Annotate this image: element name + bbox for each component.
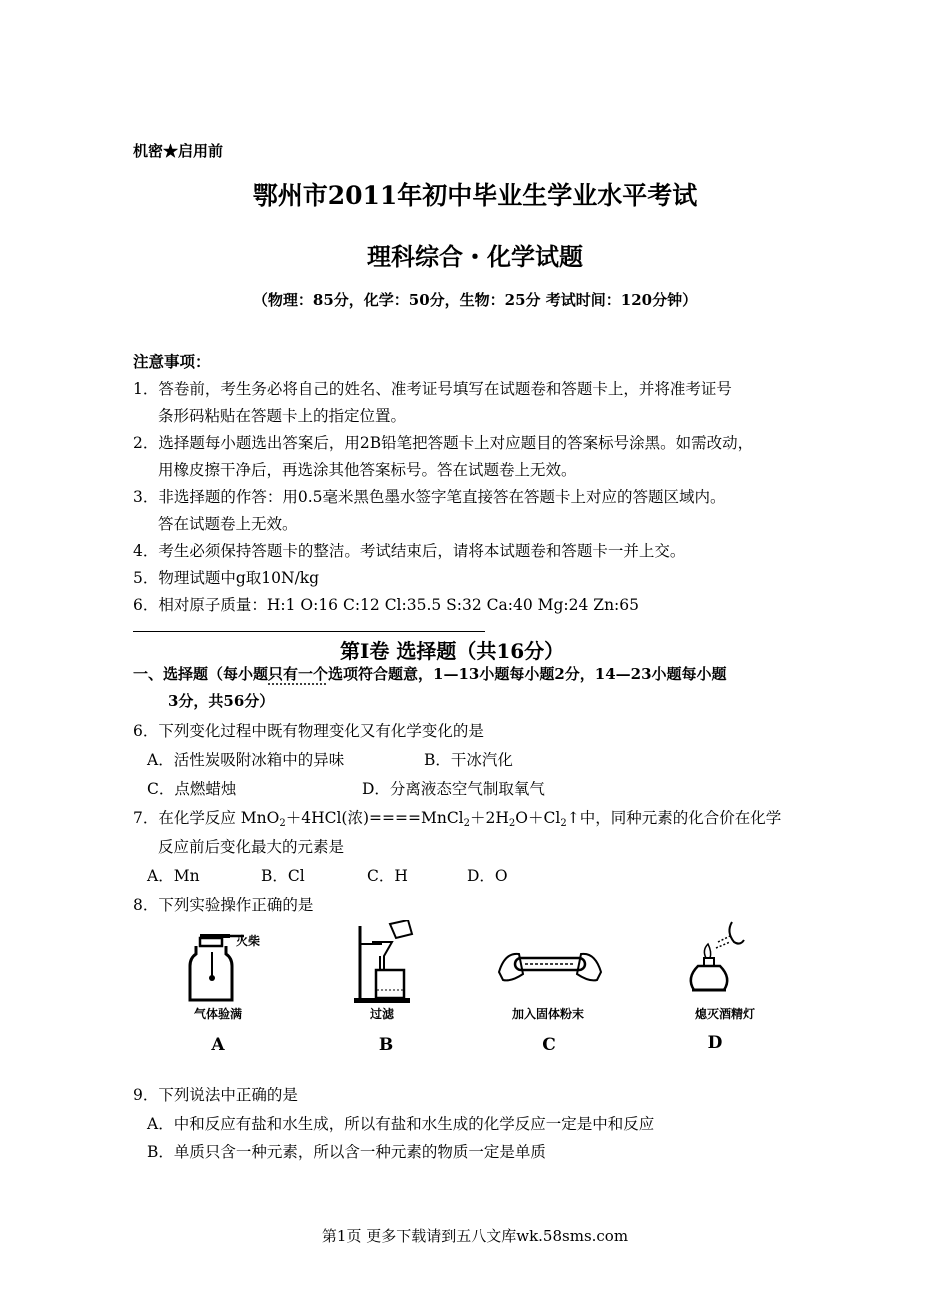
figure-letter: C: [542, 1035, 556, 1055]
figure-letter: B: [378, 1035, 394, 1055]
option-b: B．单质只含一种元素，所以含一种元素的物质一定是单质: [147, 1143, 546, 1161]
note-line: 6．相对原子质量：H:1 O:16 C:12 Cl:35.5 S:32 Ca:40 Mg:24 Zn:65: [133, 596, 640, 614]
option-d: D．分离液态空气制取氧气: [362, 780, 545, 798]
option-a: A．活性炭吸附冰箱中的异味: [147, 751, 345, 769]
exam-title: 鄂州市2011年初中毕业生学业水平考试: [252, 181, 698, 210]
note-line: 1．答卷前，考生务必将自己的姓名、准考证号填写在试题卷和答题卡上，并将准考证号: [133, 380, 732, 398]
question-stem: 9．下列说法中正确的是: [133, 1086, 298, 1104]
section-title: 第Ⅰ卷 选择题（共16分）: [340, 639, 565, 663]
option-d: D．O: [467, 867, 508, 885]
match-label: 火柴: [236, 934, 261, 948]
option-c: C．点燃蜡烛: [147, 780, 237, 798]
figure-caption: 加入固体粉末: [511, 1007, 584, 1021]
question-stem: 7．在化学反应 MnO$_2$＋4HCl(浓)$====MnCl_2+2H_2O+Cl_2↑$中，同种元素的化合价在化学: [133, 809, 782, 829]
note-line: 2．选择题每小题选出答案后，用2B铅笔把答题卡上对应题目的答案标号涂黑。如需改动，: [133, 434, 754, 452]
note-line: 3．非选择题的作答：用0.5毫米黑色墨水签字笔直接答在答题卡上对应的答题区域内。: [133, 488, 726, 506]
page-footer: 第1页 更多下载请到五八文库wk.58sms.com: [321, 1227, 629, 1245]
question-stem-cont: 反应前后变化最大的元素是: [158, 838, 345, 856]
option-b: B．干冰汽化: [424, 751, 513, 769]
option-a: A．中和反应有盐和水生成，所以有盐和水生成的化学反应一定是中和反应: [147, 1115, 655, 1133]
section-divider: [133, 631, 485, 632]
confidential-label: 机密★启用前: [133, 142, 224, 160]
figure-caption: 过滤: [369, 1007, 394, 1021]
question-stem: 6．下列变化过程中既有物理变化又有化学变化的是: [133, 722, 484, 740]
exam-subtitle: 理科综合・化学试题: [367, 243, 583, 271]
note-line: 5．物理试题中g取10N/kg: [133, 569, 320, 587]
figure-caption: 气体验满: [193, 1007, 242, 1021]
note-line: 条形码粘贴在答题卡上的指定位置。: [158, 407, 407, 425]
note-line: 用橡皮擦干净后，再选涂其他答案标号。答在试题卷上无效。: [158, 461, 577, 479]
filtration-apparatus-icon: [350, 920, 420, 1008]
figure-caption: 熄灭酒精灯: [694, 1007, 755, 1021]
question-stem: 8．下列实验操作正确的是: [133, 896, 314, 914]
figure-letter: A: [211, 1035, 225, 1055]
scoring-info: （物理：85分，化学：50分，生物：25分 考试时间：120分钟）: [252, 291, 698, 309]
option-b: B．Cl: [261, 867, 305, 885]
note-line: 4．考生必须保持答题卡的整洁。考试结束后，请将本试题卷和答题卡一并上交。: [133, 542, 686, 560]
section-instructions-cont: 3分，共56分）: [168, 692, 275, 710]
alcohol-lamp-blow-icon: [680, 918, 760, 1004]
test-tube-powder-icon: [495, 942, 605, 990]
section-instructions: 一、选择题（每小题只有一个选项符合题意，1—13小题每小题2分，14—23小题每小题: [133, 665, 727, 683]
option-c: C．H: [367, 867, 408, 885]
figure-letter: D: [707, 1033, 723, 1053]
note-line: 答在试题卷上无效。: [158, 515, 298, 533]
option-a: A．Mn: [147, 867, 200, 885]
notes-heading: 注意事项：: [133, 352, 211, 371]
